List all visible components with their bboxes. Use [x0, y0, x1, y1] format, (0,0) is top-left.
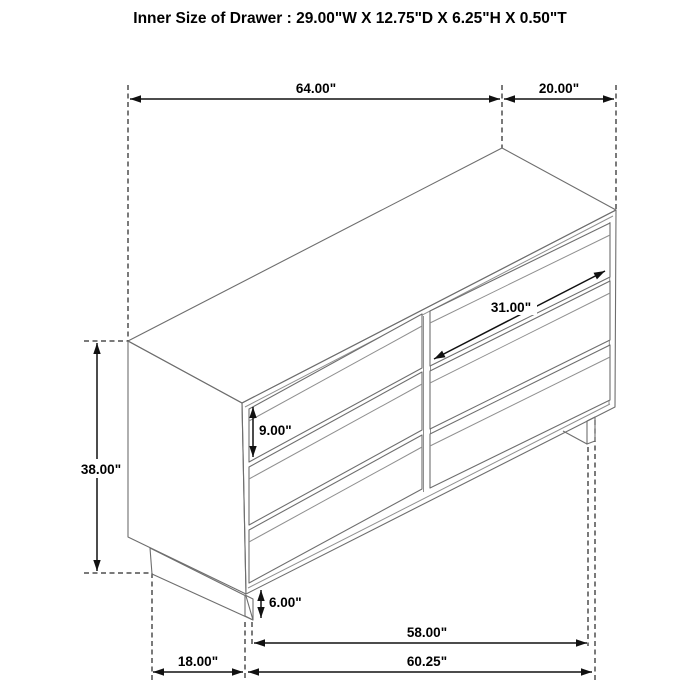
dimension-label-overall-depth: 20.00"	[538, 81, 580, 96]
dimension-overall-height	[77, 343, 124, 571]
dimension-label-base-height: 6.00"	[269, 595, 302, 610]
page-title: Inner Size of Drawer : 29.00"W X 12.75"D X 6.25"H X 0.50"T	[133, 10, 567, 27]
dimension-label-base-depth: 18.00"	[177, 654, 219, 669]
dimension-base-span-inner	[254, 625, 587, 643]
dimension-label-base-span-outer: 60.25"	[406, 654, 448, 669]
dimension-label-drawer-width: 31.00"	[490, 300, 532, 315]
dimension-base-height	[261, 590, 303, 618]
base-plinth-left-face	[150, 548, 253, 620]
dresser-side-panel	[128, 341, 246, 594]
drawer-column-right	[430, 223, 610, 488]
front-right-leg-inner-edge	[563, 431, 587, 444]
dimension-base-depth	[153, 654, 243, 672]
dimension-overall-depth	[504, 81, 614, 99]
dimension-label-base-span-inner: 58.00"	[406, 625, 448, 640]
dimension-label-overall-width: 64.00"	[295, 81, 337, 96]
dresser	[128, 148, 616, 620]
dimension-overall-width	[130, 81, 500, 99]
dimension-label-drawer-height: 9.00"	[259, 423, 292, 438]
dimension-base-span-outer	[248, 654, 592, 672]
dimension-label-overall-height: 38.00"	[80, 462, 122, 477]
